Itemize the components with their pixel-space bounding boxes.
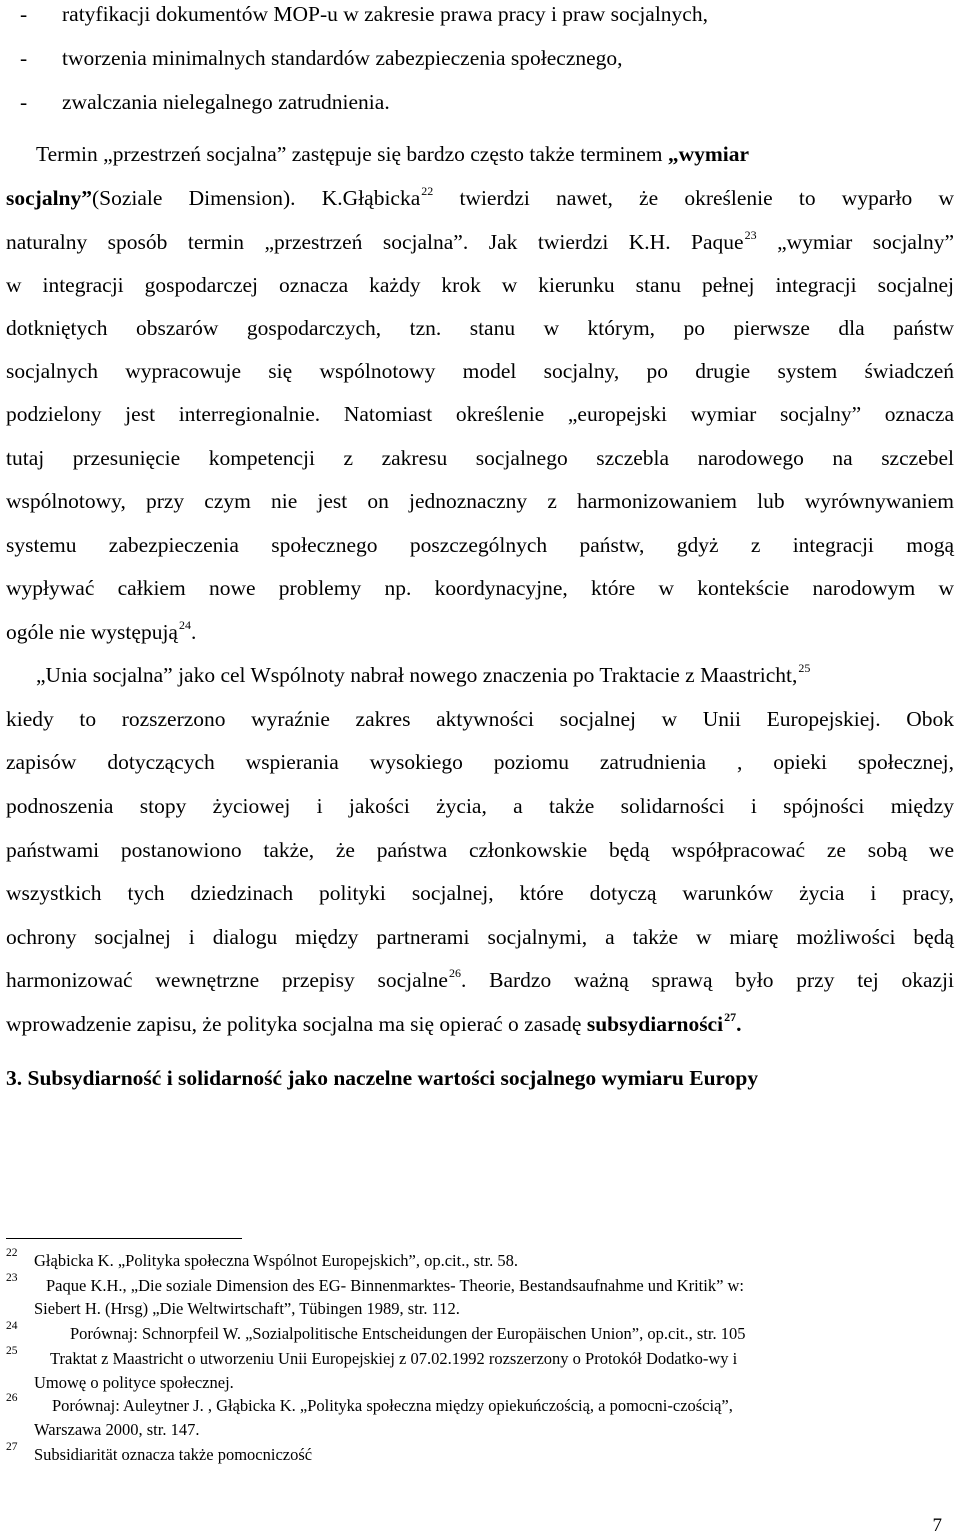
footnote-separator — [6, 1238, 242, 1239]
list-dash: - — [20, 2, 28, 26]
paragraph-1-line-3: naturalny sposób termin „przestrzeń socjalna”. Jak twierdzi K.H. Paque$^{23}$ „wymiar socjalny” — [6, 228, 954, 254]
paragraph-2-line-9: wprowadzenie zapisu, że polityka socjalna ma się opierać o zasadę subsydiarności$^{27}$. — [6, 1010, 742, 1036]
list-dash: - — [20, 46, 28, 70]
footnote-23-line-1: Paque K.H., „Die soziale Dimension des EG- Binnenmarktes- Theorie, Bestandsaufnahme und Kritik” w: — [46, 1276, 745, 1295]
paragraph-1-line-7: podzielony jest interregionalnie. Natomiast określenie „europejski wymiar socjalny” oznacza — [6, 402, 954, 426]
paragraph-1-line-1: Termin „przestrzeń socjalna” zastępuje się bardzo często także terminem „wymiar — [36, 142, 750, 166]
footnote-26-line-2: Warszawa 2000, str. 147. — [34, 1420, 200, 1439]
footnote-25-line-1: Traktat z Maastricht o utworzeniu Unii Europejskiej z 07.02.1992 rozszerzony o Protokół Dodatko-wy i — [50, 1349, 738, 1368]
footnote-24: Porównaj: Schnorpfeil W. „Sozialpolitische Entscheidungen der Europäischen Union”, op.cit., str. 105 — [70, 1324, 746, 1343]
paragraph-2-line-3: zapisów dotyczących wspierania wysokiego poziomu zatrudnienia , opieki społecznej, — [6, 750, 954, 774]
footnote-22: Głąbicka K. „Polityka społeczna Wspólnot Europejskich”, op.cit., str. 58. — [34, 1251, 519, 1270]
list-item-2: tworzenia minimalnych standardów zabezpieczenia społecznego, — [62, 46, 623, 70]
paragraph-1-line-12: ogóle nie występują$^{24}$. — [6, 618, 197, 644]
footnote-25-line-2: Umowę o polityce społecznej. — [34, 1373, 234, 1392]
page-number: 7 — [932, 1515, 942, 1536]
paragraph-1-line-11: wypływać całkiem nowe problemy np. koordynacyjne, które w kontekście narodowym w — [6, 576, 954, 600]
paragraph-1-line-4: w integracji gospodarczej oznacza każdy krok w kierunku stanu pełnej integracji socjalnej — [6, 273, 954, 297]
paragraph-2-line-2: kiedy to rozszerzono wyraźnie zakres aktywności socjalnej w Unii Europejskiej. Obok — [6, 707, 954, 731]
paragraph-2-line-7: ochrony socjalnej i dialogu między partnerami socjalnymi, a także w miarę możliwości będą — [6, 925, 954, 949]
footnote-number: 23 — [6, 1272, 18, 1284]
footnote-23-line-2: Siebert H. (Hrsg) „Die Weltwirtschaft”, Tübingen 1989, str. 112. — [34, 1299, 460, 1318]
footnote-number: 26 — [6, 1392, 18, 1404]
list-dash: - — [20, 90, 28, 114]
footnote-27: Subsidiarität oznacza także pomocniczość — [34, 1445, 313, 1464]
list-item-3: zwalczania nielegalnego zatrudnienia. — [62, 90, 390, 114]
list-item-1: ratyfikacji dokumentów MOP-u w zakresie prawa pracy i praw socjalnych, — [62, 2, 708, 26]
paragraph-1-line-2: socjalny”(Soziale Dimension). K.Głąbicka$^{22}$ twierdzi nawet, że określenie to wyparło w — [6, 184, 954, 210]
paragraph-2-line-6: wszystkich tych dziedzinach polityki socjalnej, które dotyczą warunków życia i pracy, — [6, 881, 954, 905]
footnote-number: 22 — [6, 1247, 18, 1259]
section-heading: 3. Subsydiarność i solidarność jako naczelne wartości socjalnego wymiaru Europy — [6, 1066, 759, 1090]
paragraph-2-line-4: podnoszenia stopy życiowej i jakości życia, a także solidarności i spójności między — [6, 794, 954, 818]
paragraph-1-line-8: tutaj przesunięcie kompetencji z zakresu socjalnego szczebla narodowego na szczebel — [6, 446, 954, 470]
paragraph-2-line-1: „Unia socjalna” jako cel Wspólnoty nabrał nowego znaczenia po Traktacie z Maastricht,$^{25}$ — [36, 661, 811, 687]
paragraph-1-line-9: wspólnotowy, przy czym nie jest on jednoznaczny z harmonizowaniem lub wyrównywaniem — [6, 489, 954, 513]
footnote-number: 25 — [6, 1345, 18, 1357]
paragraph-1-line-6: socjalnych wypracowuje się wspólnotowy model socjalny, po drugie system świadczeń — [6, 359, 954, 383]
paragraph-1-line-10: systemu zabezpieczenia społecznego poszczególnych państw, gdyż z integracji mogą — [6, 533, 954, 557]
paragraph-2-line-5: państwami postanowiono także, że państwa członkowskie będą współpracować ze sobą we — [6, 838, 954, 862]
paragraph-1-line-5: dotkniętych obszarów gospodarczych, tzn. stanu w którym, po pierwsze dla państw — [6, 316, 954, 340]
footnote-number: 27 — [6, 1441, 18, 1453]
footnote-number: 24 — [6, 1320, 18, 1332]
footnote-26-line-1: Porównaj: Auleytner J. , Głąbicka K. „Polityka społeczna między opiekuńczością, a pomocni-czością”, — [52, 1396, 733, 1415]
paragraph-2-line-8: harmonizować wewnętrzne przepisy socjalne$^{26}$. Bardzo ważną sprawą było przy tej okazji — [6, 966, 954, 992]
